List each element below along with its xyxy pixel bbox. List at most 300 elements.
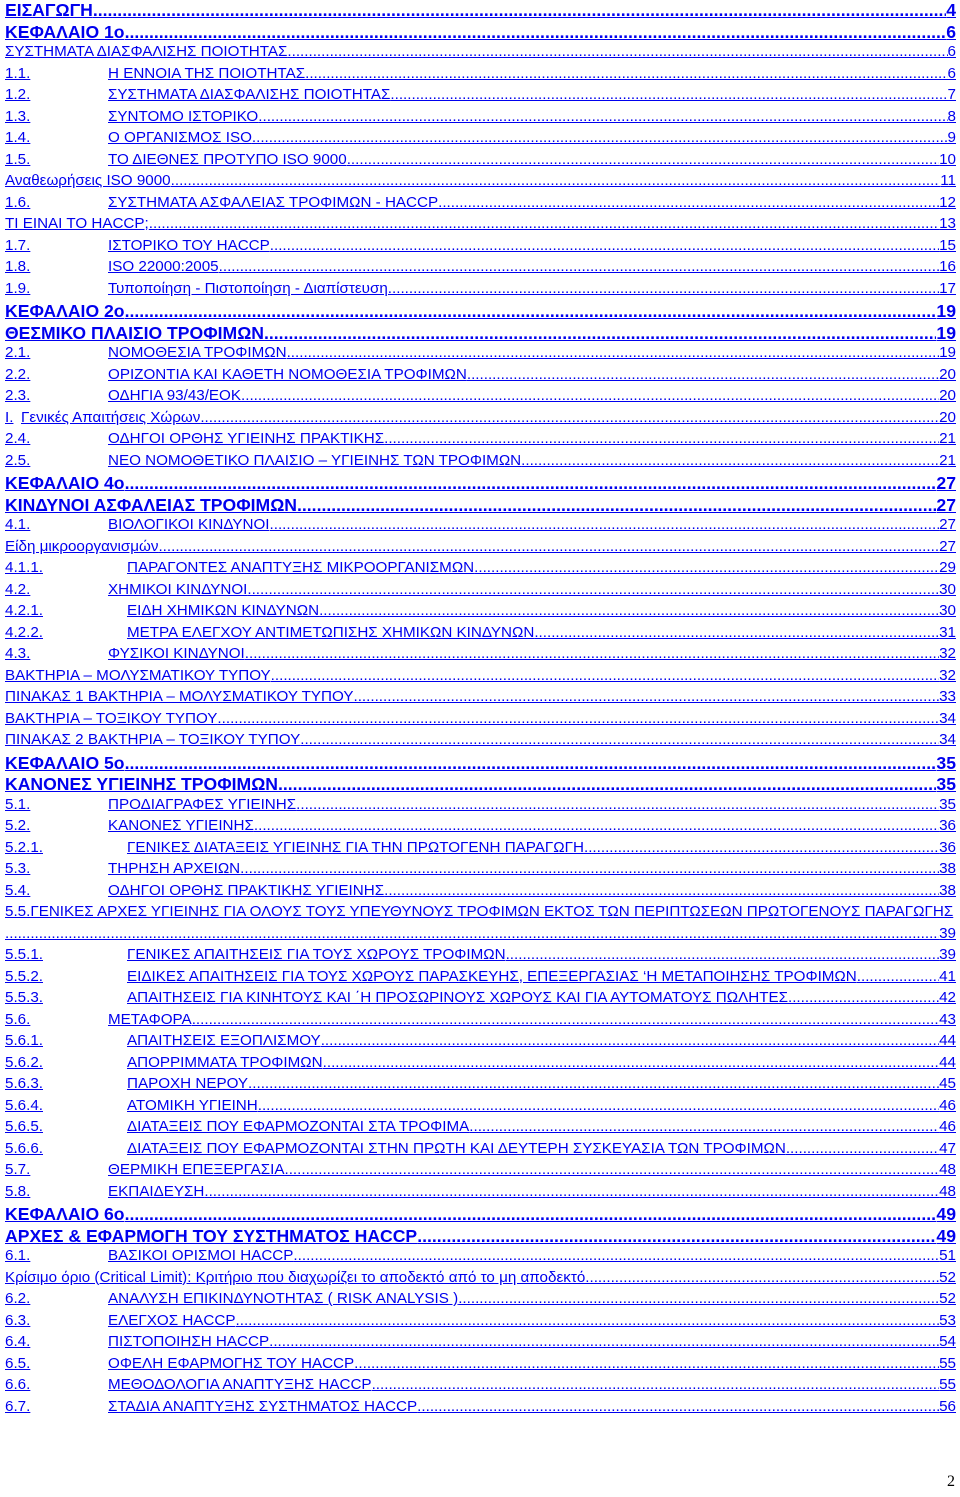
toc-link[interactable] [5, 667, 956, 684]
toc-entry[interactable] [5, 1269, 956, 1291]
dot-leader [270, 516, 940, 533]
toc-entry[interactable] [5, 731, 956, 753]
toc-title: ΝΟΜΟΘΕΣΙΑ ΤΡΟΦΙΜΩΝ [108, 344, 287, 361]
toc-number: 4.2.1. [5, 602, 43, 619]
dot-leader [287, 344, 940, 361]
toc-entry[interactable] [5, 323, 956, 345]
toc-entry[interactable] [5, 946, 956, 968]
toc-page-number: 12 [939, 193, 956, 211]
toc-page-number: 27 [936, 494, 956, 515]
dot-leader [5, 925, 939, 942]
toc-title: ΠΑΡΟΧΗ ΝΕΡΟΥ [127, 1075, 249, 1092]
toc-title: ΘΕΣΜΙΚΟ ΠΛΑΙΣΙΟ ΤΡΟΦΙΜΩΝ [5, 322, 265, 343]
toc-title: Τυποποίηση - Πιστοποίηση - Διαπίστευση [108, 279, 388, 297]
toc-link[interactable] [5, 1376, 956, 1393]
toc-link[interactable] [5, 710, 956, 727]
dot-leader [125, 753, 937, 774]
toc-link[interactable] [5, 473, 956, 494]
toc-entry[interactable] [5, 903, 956, 925]
toc-link[interactable] [5, 215, 956, 232]
toc-title: ΑΠΑΙΤΗΣΕΙΣ ΕΞΟΠΛΙΣΜΟΥ [127, 1032, 321, 1049]
toc-entry[interactable] [5, 624, 956, 646]
toc-entry[interactable] [5, 387, 956, 409]
dot-leader [284, 1161, 939, 1178]
toc-link[interactable] [5, 430, 956, 447]
dot-leader [278, 774, 936, 795]
toc-title: ΜΕΤΡΑ ΕΛΕΓΧΟΥ ΑΝΤΙΜΕΤΩΠΙΣΗΣ ΧΗΜΙΚΩΝ ΚΙΝΔΥΝΩΝ [127, 623, 535, 641]
toc-number: 4.1. [5, 516, 31, 533]
toc-link[interactable] [5, 65, 956, 82]
toc-number: 5.5.1. [5, 946, 43, 963]
toc-page-number: 15 [939, 236, 956, 254]
toc-link[interactable] [5, 1054, 956, 1071]
dot-leader [258, 1097, 939, 1114]
toc-entry[interactable] [5, 151, 956, 173]
toc-title: ΜΕΘΟΔΟΛΟΓΙΑ ΑΝΑΠΤΥΞΗΣ HACCP [108, 1376, 372, 1393]
dot-leader [149, 215, 939, 232]
toc-page-number: 45 [939, 1075, 956, 1092]
toc-number: 6.1. [5, 1247, 31, 1264]
dot-leader [271, 667, 939, 684]
toc-link[interactable] [5, 452, 956, 469]
toc-page-number: 19 [936, 301, 956, 321]
toc-link[interactable] [5, 559, 956, 576]
toc-number: 5.2.1. [5, 838, 43, 856]
toc-link[interactable] [5, 86, 956, 103]
toc-entry[interactable] [5, 796, 956, 818]
toc-entry[interactable] [5, 301, 956, 323]
dot-leader [467, 366, 939, 383]
dot-leader [240, 860, 939, 877]
toc-link[interactable] [5, 1161, 956, 1178]
toc-page-number: 10 [939, 150, 956, 168]
toc-entry[interactable] [5, 1312, 956, 1334]
dot-leader [300, 731, 939, 748]
toc-entry[interactable] [5, 989, 956, 1011]
toc-title: ΔΙΑΤΑΞΕΙΣ ΠΟΥ ΕΦΑΡΜΟΖΟΝΤΑΙ ΣΤΗΝ ΠΡΩΤΗ ΚΑΙ ΔΕΥΤΕΡΗ ΣΥΣΚΕΥΑΣΙΑ ΤΩΝ ΤΡΟΦΙΜΩΝ [127, 1139, 786, 1157]
toc-title: ΠΑΡΑΓΟΝΤΕΣ ΑΝΑΠΤΥΞΗΣ ΜΙΚΡΟΟΡΓΑΝΙΣΜΩΝ [127, 559, 475, 576]
toc-entry[interactable] [5, 1398, 956, 1420]
toc-link[interactable] [5, 495, 956, 516]
toc-page-number: 44 [939, 1032, 956, 1049]
toc-number: 1.5. [5, 150, 31, 168]
toc-entry[interactable] [5, 430, 956, 452]
toc-entry[interactable] [5, 129, 956, 151]
toc-entry[interactable] [5, 1097, 956, 1119]
toc-link[interactable] [5, 1247, 956, 1264]
toc-title: ΟΦΕΛΗ ΕΦΑΡΜΟΓΗΣ ΤΟΥ HACCP [108, 1354, 355, 1372]
toc-entry[interactable] [5, 495, 956, 517]
toc-number: 2.5. [5, 451, 31, 469]
dot-leader [204, 1183, 939, 1200]
toc-link[interactable] [5, 323, 956, 344]
toc-number: 5.6.1. [5, 1032, 43, 1049]
dot-leader [384, 882, 939, 899]
toc-title: ΠΙΝΑΚΑΣ 1 ΒΑΚΤΗΡΙΑ – ΜΟΛΥΣΜΑΤΙΚΟΥ ΤΥΠΟΥ [5, 688, 354, 705]
toc-title: ΑΠΑΙΤΗΣΕΙΣ ΓΙΑ ΚΙΝΗΤΟΥΣ ΚΑΙ ΄Η ΠΡΟΣΩΡΙΝΟΥΣ ΧΩΡΟΥΣ ΚΑΙ ΓΙΑ ΑΥΤΟΜΑΤΟΥΣ ΠΩΛΗΤΕΣ [127, 989, 788, 1006]
toc-entry[interactable] [5, 882, 956, 904]
toc-link[interactable] [5, 301, 956, 322]
toc-entry[interactable] [5, 602, 956, 624]
toc-link[interactable] [5, 43, 956, 60]
toc-entry[interactable] [5, 581, 956, 603]
toc-entry[interactable] [5, 860, 956, 882]
toc-page-number: 42 [939, 989, 956, 1006]
toc-entry[interactable] [5, 409, 956, 431]
toc-entry[interactable] [5, 516, 956, 538]
toc-entry[interactable] [5, 1054, 956, 1076]
toc-title: ΑΡΧΕΣ & ΕΦΑΡΜΟΓΗ ΤΟΥ ΣΥΣΤΗΜΑΤΟΣ HACCP [5, 1225, 418, 1246]
toc-title: Είδη μικροοργανισμών [5, 537, 159, 555]
toc-link[interactable] [5, 538, 956, 555]
toc-number: 5.6.4. [5, 1096, 43, 1114]
toc-link[interactable] [5, 602, 956, 619]
dot-leader [264, 323, 936, 344]
toc-number: 1.8. [5, 258, 31, 275]
toc-page-number: 27 [939, 516, 956, 533]
toc-link[interactable] [5, 22, 956, 43]
toc-title: ΣΤΑΔΙΑ ΑΝΑΠΤΥΞΗΣ ΣΥΣΤΗΜΑΤΟΣ HACCP [108, 1397, 418, 1415]
toc-number: 5.6.2. [5, 1053, 43, 1071]
toc-title: 5.5.ΓΕΝΙΚΕΣ ΑΡΧΕΣ ΥΓΙΕΙΝΗΣ ΓΙΑ ΟΛΟΥΣ ΤΟΥΣ ΥΠΕΥΘΥΝΟΥΣ ΤΡΟΦΙΜΩΝ ΕΚΤΟΣ ΤΩΝ ΠΕΡΙΠΤΩΣΕΩΝ ΠΡΩΤΟΓΕΝΟΥΣ ΠΑΡΑΓΩΓΗΣ [5, 903, 954, 920]
toc-link[interactable] [5, 1290, 956, 1307]
dot-leader [269, 1333, 939, 1350]
toc-entry[interactable] [5, 1355, 956, 1377]
toc-link[interactable] [5, 194, 956, 211]
toc-entry[interactable] [5, 667, 956, 689]
toc-title: ISO 22000:2005 [108, 258, 219, 275]
toc-title: ΠΙΝΑΚΑΣ 2 ΒΑΚΤΗΡΙΑ – ΤΟΞΙΚΟΥ ΤΥΠΟΥ [5, 731, 301, 748]
toc-number: 1.9. [5, 279, 31, 297]
dot-leader [254, 817, 939, 834]
toc-link[interactable] [5, 151, 956, 168]
toc-page-number: 31 [939, 623, 956, 641]
toc-title: ΕΛΕΓΧΟΣ HACCP [108, 1311, 236, 1329]
toc-link[interactable] [5, 409, 956, 426]
toc-title: ΙΣΤΟΡΙΚΟ ΤΟΥ HACCP [108, 236, 270, 254]
toc-title: ΧΗΜΙΚΟΙ ΚΙΝΔΥΝΟΙ [108, 580, 248, 598]
toc-entry[interactable] [5, 86, 956, 108]
toc-title: ΓΕΝΙΚΕΣ ΑΠΑΙΤΗΣΕΙΣ ΓΙΑ ΤΟΥΣ ΧΩΡΟΥΣ ΤΡΟΦΙΜΩΝ [127, 946, 506, 963]
toc-entry[interactable] [5, 43, 956, 65]
toc-entry[interactable] [5, 452, 956, 474]
dot-leader [241, 387, 939, 404]
toc-title: ΝΕΟ ΝΟΜΟΘΕΤΙΚΟ ΠΛΑΙΣΙΟ – ΥΓΙΕΙΝΗΣ ΤΩΝ ΤΡΟΦΙΜΩΝ [108, 451, 522, 469]
toc-link[interactable] [5, 366, 956, 383]
toc-link[interactable] [5, 774, 956, 795]
toc-number: 5.3. [5, 860, 31, 877]
toc-entry[interactable] [5, 280, 956, 302]
toc-entry[interactable] [5, 1140, 956, 1162]
toc-link[interactable] [5, 1398, 956, 1415]
dot-leader [438, 194, 939, 211]
toc-link[interactable] [5, 1075, 956, 1092]
dot-leader [388, 280, 939, 297]
toc-number: 1.6. [5, 193, 31, 211]
toc-link[interactable] [5, 1204, 956, 1225]
dot-leader [354, 1355, 939, 1372]
toc-entry[interactable] [5, 839, 956, 861]
toc-entry[interactable] [5, 1376, 956, 1398]
toc-link[interactable] [5, 989, 956, 1006]
toc-title: ΦΥΣΙΚΟΙ ΚΙΝΔΥΝΟΙ [108, 645, 245, 662]
toc-title: ΒΙΟΛΟΓΙΚΟΙ ΚΙΝΔΥΝΟΙ [108, 516, 270, 533]
dot-leader [296, 796, 939, 813]
toc-entry[interactable] [5, 1118, 956, 1140]
dot-leader [305, 65, 947, 82]
toc-link[interactable] [5, 968, 956, 985]
dot-leader [125, 22, 947, 43]
dot-leader [506, 946, 940, 963]
toc-page-number: 47 [939, 1139, 956, 1157]
toc-page-number: 48 [939, 1182, 956, 1200]
toc-entry[interactable] [5, 774, 956, 796]
toc-title: Αναθεωρήσεις ISO 9000 [5, 172, 171, 189]
toc-page-number: 7 [947, 86, 956, 103]
toc-page-number: 49 [936, 1225, 956, 1246]
toc-title: ΒΑΚΤΗΡΙΑ – ΜΟΛΥΣΜΑΤΙΚΟΥ ΤΥΠΟΥ [5, 666, 271, 684]
toc-page-number: 29 [939, 559, 956, 576]
dot-leader [252, 129, 948, 146]
toc-entry[interactable] [5, 538, 956, 560]
dot-leader [171, 172, 941, 189]
toc-entry[interactable] [5, 968, 956, 990]
toc-number: 5.6. [5, 1010, 31, 1028]
toc-page-number: 19 [936, 322, 956, 343]
toc-entry[interactable] [5, 172, 956, 194]
toc-entry[interactable] [5, 1226, 956, 1248]
toc-title: Γενικές Απαιτήσεις Χώρων [21, 408, 201, 426]
dot-leader [125, 301, 937, 322]
toc-title: ΣΥΣΤΗΜΑΤΑ ΔΙΑΣΦΑΛΙΣΗΣ ΠΟΙΟΤΗΤΑΣ [108, 86, 391, 103]
toc-page-number: 33 [939, 688, 956, 705]
toc-entry[interactable] [5, 344, 956, 366]
toc-number: 5.1. [5, 795, 31, 813]
toc-page-number: 39 [939, 924, 956, 942]
dot-leader [192, 1011, 939, 1028]
dot-leader [93, 0, 946, 21]
toc-number: 5.6.5. [5, 1118, 43, 1135]
toc-title: ΔΙΑΤΑΞΕΙΣ ΠΟΥ ΕΦΑΡΜΟΖΟΝΤΑΙ ΣΤΑ ΤΡΟΦΙΜΑ [127, 1118, 470, 1135]
toc-page-number: 52 [939, 1268, 956, 1286]
toc-title: ΚΕΦΑΛΑΙΟ 1ο [5, 21, 125, 42]
toc-entry[interactable] [5, 108, 956, 130]
dot-leader [469, 1118, 939, 1135]
dot-leader [589, 1269, 939, 1286]
toc-number: 5.5.3. [5, 989, 43, 1006]
toc-number: 2.1. [5, 344, 31, 361]
page-number: 2 [947, 1473, 955, 1490]
toc-link[interactable] [5, 1097, 956, 1114]
toc-link[interactable] [5, 731, 956, 748]
toc-number: 6.6. [5, 1376, 31, 1393]
toc-entry[interactable] [5, 22, 956, 44]
toc-title: ΤΟ ΔΙΕΘΝΕΣ ΠΡΟΤΥΠΟ ISO 9000 [108, 150, 347, 168]
toc-entry[interactable] [5, 258, 956, 280]
toc-link[interactable] [5, 387, 956, 404]
toc-title: ΚΕΦΑΛΑΙΟ 5ο [5, 752, 125, 773]
toc-link[interactable] [5, 946, 956, 963]
toc-page-number: 35 [936, 774, 956, 794]
toc-page-number: 34 [939, 731, 956, 748]
toc-number: 6.3. [5, 1311, 31, 1329]
toc-link[interactable] [5, 796, 956, 813]
dot-leader [584, 839, 939, 856]
dot-leader [857, 968, 939, 985]
toc-entry[interactable] [5, 0, 956, 22]
toc-number: 5.6.3. [5, 1075, 43, 1092]
toc-entry[interactable] [5, 688, 956, 710]
toc-entry[interactable] [5, 1161, 956, 1183]
toc-link[interactable] [5, 839, 956, 856]
toc-link[interactable] [5, 1226, 956, 1247]
toc-number: 5.2. [5, 817, 31, 834]
dot-leader [217, 710, 939, 727]
toc-title: ΓΕΝΙΚΕΣ ΔΙΑΤΑΞΕΙΣ ΥΓΙΕΙΝΗΣ ΓΙΑ ΤΗΝ ΠΡΩΤΟΓΕΝΗ ΠΑΡΑΓΩΓΗ [127, 838, 584, 856]
toc-number: 1.1. [5, 64, 31, 82]
toc-page-number: 38 [939, 881, 956, 899]
toc-link[interactable] [5, 129, 956, 146]
toc-number: 5.7. [5, 1161, 31, 1178]
toc-entry[interactable] [5, 1183, 956, 1205]
toc-number: 4.3. [5, 645, 31, 662]
dot-leader [236, 1312, 940, 1329]
toc-entry[interactable] [5, 1204, 956, 1226]
dot-leader [321, 1032, 939, 1049]
toc-title: ΠΡΟΔΙΑΓΡΑΦΕΣ ΥΓΙΕΙΝΗΣ [108, 795, 297, 813]
toc-entry[interactable] [5, 817, 956, 839]
toc-link[interactable] [5, 903, 956, 920]
dot-leader [297, 495, 936, 516]
toc-entry[interactable] [5, 645, 956, 667]
dot-leader [287, 43, 947, 60]
toc-number: 5.6.6. [5, 1139, 43, 1157]
dot-leader [158, 538, 939, 555]
dot-leader [248, 1075, 939, 1092]
toc-link[interactable] [5, 1333, 956, 1350]
toc-entry[interactable] [5, 366, 956, 388]
toc-page-number: 55 [939, 1376, 956, 1393]
toc-link[interactable] [5, 108, 956, 125]
toc-title: Κρίσιμο όριο (Critical Limit): Κριτήριο που διαχωρίζει το αποδεκτό από το μη αποδεκτό. [5, 1268, 590, 1286]
toc-page-number: 20 [939, 387, 956, 404]
toc-link[interactable] [5, 882, 956, 899]
toc-link[interactable] [5, 581, 956, 598]
toc-page-number: 46 [939, 1118, 956, 1135]
toc-page-number: 56 [939, 1397, 956, 1415]
toc-link[interactable] [5, 624, 956, 641]
toc-entry[interactable] [5, 559, 956, 581]
toc-link[interactable] [5, 753, 956, 774]
toc-link[interactable] [5, 344, 956, 361]
toc-number: I. [5, 408, 14, 426]
toc-page-number: 19 [939, 344, 956, 361]
toc-link[interactable] [5, 1032, 956, 1049]
toc-entry[interactable] [5, 237, 956, 259]
toc-page-number: 35 [936, 752, 956, 773]
toc-entry[interactable] [5, 1247, 956, 1269]
toc-link[interactable] [5, 1355, 956, 1372]
dot-leader [788, 989, 939, 1006]
toc-page-number: 11 [940, 172, 956, 189]
toc-link[interactable] [5, 237, 956, 254]
toc-entry[interactable] [5, 753, 956, 775]
toc-link[interactable] [5, 1011, 956, 1028]
toc-link[interactable] [5, 1140, 956, 1157]
dot-leader [521, 452, 939, 469]
toc-link[interactable] [5, 0, 956, 21]
toc-link[interactable] [5, 172, 956, 189]
toc-title: ΒΑΚΤΗΡΙΑ – ΤΟΞΙΚΟΥ ΤΥΠΟΥ [5, 709, 218, 727]
toc-link[interactable] [5, 1183, 956, 1200]
dot-leader [125, 1204, 937, 1225]
toc-title: ΕΚΠΑΙΔΕΥΣΗ [108, 1182, 205, 1200]
toc-title: Η ΕΝΝΟΙΑ ΤΗΣ ΠΟΙΟΤΗΤΑΣ [108, 64, 306, 82]
toc-link[interactable] [5, 280, 956, 297]
toc-page-number: 39 [939, 946, 956, 963]
toc-entry[interactable] [5, 925, 956, 947]
toc-link[interactable] [5, 817, 956, 834]
toc-link[interactable] [5, 925, 956, 942]
toc-entry[interactable] [5, 1075, 956, 1097]
toc-title: ΚΑΝΟΝΕΣ ΥΓΙΕΙΝΗΣ ΤΡΟΦΙΜΩΝ [5, 774, 279, 794]
toc-entry[interactable] [5, 1333, 956, 1355]
dot-leader [319, 602, 939, 619]
dot-leader [372, 1376, 940, 1393]
toc-entry[interactable] [5, 194, 956, 216]
toc-entry[interactable] [5, 1011, 956, 1033]
toc-page-number: 41 [939, 967, 956, 985]
toc-number: 6.4. [5, 1333, 31, 1350]
toc-link[interactable] [5, 258, 956, 275]
toc-link[interactable] [5, 1312, 956, 1329]
toc-number: 5.8. [5, 1182, 31, 1200]
toc-page-number: 54 [939, 1333, 956, 1350]
toc-page-number: 49 [936, 1204, 956, 1224]
dot-leader [390, 86, 947, 103]
toc-entry[interactable] [5, 65, 956, 87]
toc-entry[interactable] [5, 1290, 956, 1312]
toc-page-number: 6 [947, 43, 956, 60]
toc-entry[interactable] [5, 215, 956, 237]
toc-title: ΣΥΣΤΗΜΑΤΑ ΑΣΦΑΛΕΙΑΣ ΤΡΟΦΙΜΩΝ - HACCP [108, 193, 439, 211]
toc-page-number: 32 [939, 666, 956, 684]
toc-link[interactable] [5, 688, 956, 705]
toc-link[interactable] [5, 1269, 956, 1286]
toc-entry[interactable] [5, 473, 956, 495]
toc-title: ΟΔΗΓΟΙ ΟΡΘΗΣ ΥΓΙΕΙΝΗΣ ΠΡΑΚΤΙΚΗΣ [108, 430, 385, 447]
toc-link[interactable] [5, 860, 956, 877]
toc-page-number: 36 [939, 838, 956, 856]
toc-number: 2.3. [5, 387, 31, 404]
dot-leader [247, 581, 939, 598]
toc-entry[interactable] [5, 1032, 956, 1054]
dot-leader [384, 430, 939, 447]
toc-number: 1.2. [5, 86, 31, 103]
toc-entry[interactable] [5, 710, 956, 732]
toc-page-number: 27 [939, 537, 956, 555]
toc-title: ΘΕΡΜΙΚΗ ΕΠΕΞΕΡΓΑΣΙΑ [108, 1161, 285, 1178]
dot-leader [786, 1140, 939, 1157]
toc-title: ΟΔΗΓΟΙ ΟΡΘΗΣ ΠΡΑΚΤΙΚΗΣ ΥΓΙΕΙΝΗΣ [108, 881, 385, 899]
toc-link[interactable] [5, 645, 956, 662]
toc-link[interactable] [5, 1118, 956, 1135]
dot-leader [125, 473, 937, 494]
toc-page-number: 36 [939, 817, 956, 834]
dot-leader [347, 151, 939, 168]
toc-link[interactable] [5, 516, 956, 533]
toc-title: ΒΑΣΙΚΟΙ ΟΡΙΣΜΟΙ HACCP [108, 1247, 294, 1264]
